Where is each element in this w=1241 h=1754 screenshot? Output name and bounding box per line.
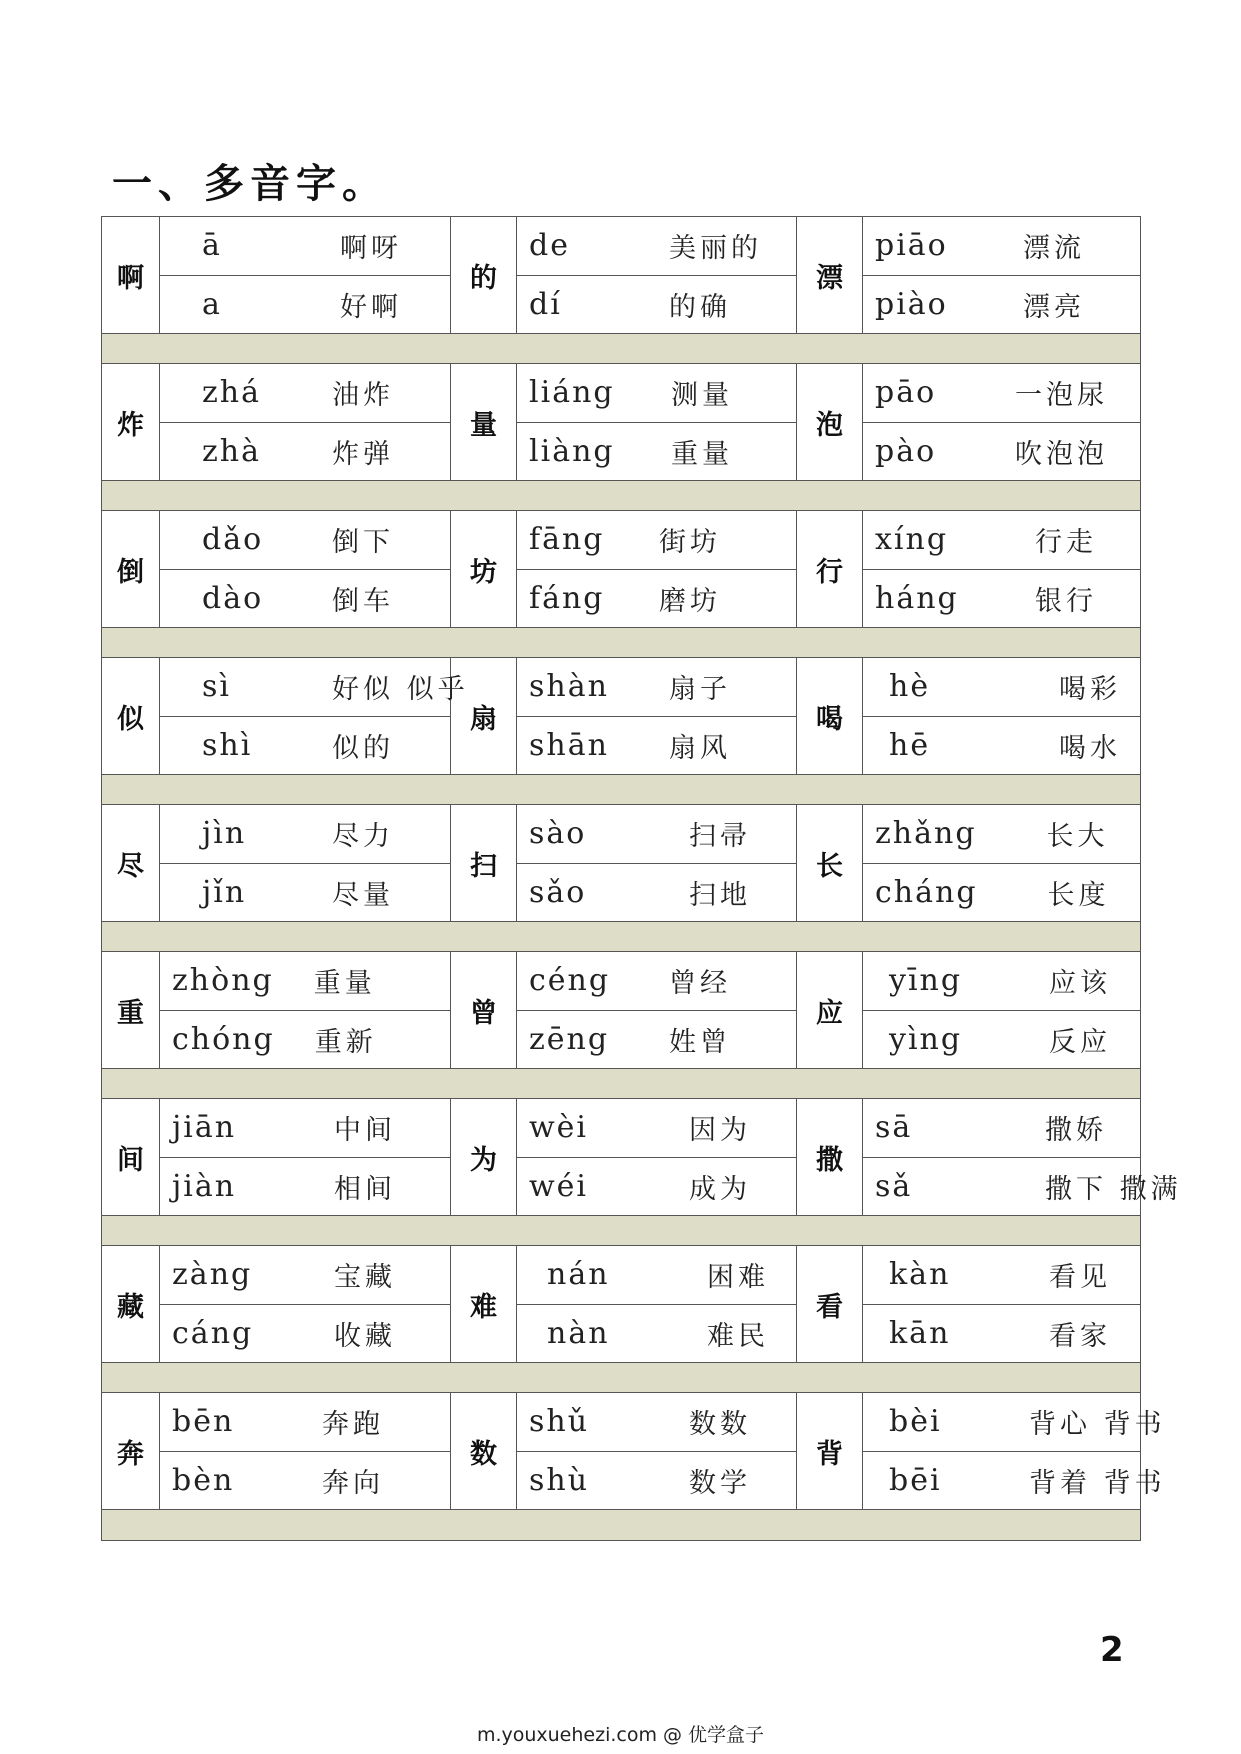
example-words: 扫帚 bbox=[689, 821, 751, 853]
example-words: 啊呀 bbox=[340, 233, 402, 265]
polyphonic-character: 奔 bbox=[102, 1393, 160, 1509]
reading-entry bbox=[863, 570, 1140, 628]
footer-watermark: m.youxuehezi.com @ 优学盒子 bbox=[476, 1724, 765, 1746]
reading-entry bbox=[863, 364, 1140, 423]
polyphonic-character: 的 bbox=[451, 217, 517, 333]
reading-entry bbox=[517, 805, 796, 864]
polyphonic-character: 行 bbox=[797, 511, 863, 627]
reading-entry bbox=[160, 1393, 450, 1452]
reading-list bbox=[863, 805, 1140, 921]
polyphonic-table bbox=[101, 216, 1182, 1541]
table-row bbox=[102, 952, 1140, 1069]
pinyin: bēn bbox=[172, 1404, 235, 1440]
example-words: 行走 bbox=[1035, 527, 1097, 559]
pinyin: zhǎng bbox=[875, 816, 977, 852]
polyphonic-character: 炸 bbox=[102, 364, 160, 480]
example-words: 漂亮 bbox=[1023, 291, 1085, 323]
row-separator bbox=[102, 922, 1140, 952]
pinyin: ā bbox=[202, 228, 222, 264]
reading-entry bbox=[517, 276, 796, 334]
polyphonic-character: 倒 bbox=[102, 511, 160, 627]
example-words: 街坊 bbox=[659, 527, 721, 559]
pinyin: zhá bbox=[202, 375, 262, 411]
reading-entry bbox=[863, 805, 1140, 864]
reading-entry bbox=[517, 1158, 796, 1216]
example-words: 喝彩 bbox=[1059, 674, 1121, 706]
reading-entry bbox=[863, 1099, 1140, 1158]
pinyin: zēng bbox=[529, 1021, 610, 1057]
example-words: 吹泡泡 bbox=[1015, 438, 1108, 470]
example-words: 成为 bbox=[689, 1173, 751, 1205]
reading-entry bbox=[863, 217, 1140, 276]
pinyin: shì bbox=[202, 727, 253, 763]
pinyin: zhà bbox=[202, 433, 262, 469]
example-words: 曾经 bbox=[669, 968, 731, 1000]
pinyin: bèn bbox=[172, 1462, 235, 1498]
example-words: 重新 bbox=[314, 1026, 377, 1058]
example-words: 难民 bbox=[707, 1320, 769, 1352]
reading-list bbox=[517, 511, 797, 627]
reading-list bbox=[517, 1099, 797, 1215]
reading-entry bbox=[863, 1452, 1166, 1510]
reading-entry bbox=[517, 658, 796, 717]
reading-entry bbox=[863, 952, 1140, 1011]
reading-list bbox=[160, 805, 451, 921]
example-words: 一泡尿 bbox=[1015, 380, 1108, 412]
row-separator bbox=[102, 1363, 1140, 1393]
reading-entry bbox=[863, 717, 1140, 775]
polyphonic-character: 泡 bbox=[797, 364, 863, 480]
reading-entry bbox=[160, 511, 450, 570]
pinyin: wéi bbox=[529, 1168, 589, 1204]
reading-list bbox=[160, 1246, 451, 1362]
table-row bbox=[102, 805, 1140, 922]
pinyin: cháng bbox=[875, 874, 978, 910]
pinyin: fáng bbox=[529, 580, 605, 616]
example-words: 背心 背书 bbox=[1029, 1409, 1166, 1441]
pinyin: a bbox=[202, 286, 222, 322]
reading-entry bbox=[160, 1246, 450, 1305]
polyphonic-character: 似 bbox=[102, 658, 160, 774]
pinyin: jǐn bbox=[202, 874, 247, 910]
pinyin: zàng bbox=[172, 1257, 253, 1293]
table-row bbox=[102, 1246, 1140, 1363]
pinyin: céng bbox=[529, 963, 611, 999]
table-row bbox=[102, 1393, 1166, 1510]
polyphonic-character: 尽 bbox=[102, 805, 160, 921]
reading-entry bbox=[517, 1246, 796, 1305]
polyphonic-character: 背 bbox=[797, 1393, 863, 1509]
reading-entry bbox=[517, 1452, 796, 1510]
pinyin: yīng bbox=[889, 963, 963, 999]
example-words: 中间 bbox=[334, 1115, 396, 1147]
example-words: 似的 bbox=[332, 732, 394, 764]
reading-entry bbox=[863, 1246, 1140, 1305]
reading-list bbox=[863, 364, 1140, 480]
example-words: 困难 bbox=[707, 1262, 769, 1294]
pinyin: piāo bbox=[875, 228, 948, 264]
pinyin: hè bbox=[889, 669, 931, 705]
reading-entry bbox=[160, 805, 450, 864]
example-words: 反应 bbox=[1049, 1026, 1111, 1058]
pinyin: cáng bbox=[172, 1315, 254, 1351]
reading-entry bbox=[517, 423, 796, 481]
pinyin: nàn bbox=[547, 1315, 610, 1351]
reading-list bbox=[517, 364, 797, 480]
reading-entry bbox=[160, 1452, 450, 1510]
pinyin: háng bbox=[875, 580, 959, 616]
reading-entry bbox=[160, 658, 469, 717]
example-words: 尽力 bbox=[332, 821, 394, 853]
polyphonic-character: 扇 bbox=[451, 658, 517, 774]
example-words: 测量 bbox=[671, 380, 733, 412]
example-words: 的确 bbox=[669, 291, 731, 323]
pinyin: liàng bbox=[529, 433, 615, 469]
example-words: 应该 bbox=[1049, 968, 1111, 1000]
example-words: 美丽的 bbox=[669, 233, 762, 265]
row-separator bbox=[102, 1510, 1140, 1540]
example-words: 宝藏 bbox=[334, 1262, 396, 1294]
reading-entry bbox=[160, 364, 450, 423]
example-words: 倒下 bbox=[332, 527, 394, 559]
example-words: 油炸 bbox=[332, 380, 394, 412]
polyphonic-character: 坊 bbox=[451, 511, 517, 627]
example-words: 好啊 bbox=[340, 291, 402, 323]
example-words: 撒娇 bbox=[1045, 1115, 1107, 1147]
reading-entry bbox=[517, 864, 796, 922]
pinyin: fāng bbox=[529, 522, 605, 558]
reading-entry bbox=[517, 364, 796, 423]
polyphonic-character: 藏 bbox=[102, 1246, 160, 1362]
pinyin: dǎo bbox=[202, 522, 264, 558]
pinyin: shǔ bbox=[529, 1404, 590, 1440]
reading-list bbox=[863, 1099, 1182, 1215]
reading-list bbox=[863, 1393, 1166, 1509]
example-words: 磨坊 bbox=[659, 585, 721, 617]
pinyin: kān bbox=[889, 1315, 951, 1351]
table-row bbox=[102, 1099, 1182, 1216]
pinyin: piào bbox=[875, 286, 948, 322]
pinyin: zhòng bbox=[172, 963, 274, 999]
pinyin: dí bbox=[529, 286, 562, 322]
pinyin: pāo bbox=[875, 375, 937, 411]
polyphonic-character: 撒 bbox=[797, 1099, 863, 1215]
row-separator bbox=[102, 481, 1140, 511]
reading-entry bbox=[517, 511, 796, 570]
polyphonic-character: 看 bbox=[797, 1246, 863, 1362]
reading-list bbox=[517, 805, 797, 921]
pinyin: bēi bbox=[889, 1462, 942, 1498]
reading-list bbox=[863, 1246, 1140, 1362]
reading-entry bbox=[863, 276, 1140, 334]
reading-entry bbox=[517, 717, 796, 775]
pinyin: shàn bbox=[529, 669, 609, 705]
polyphonic-character: 应 bbox=[797, 952, 863, 1068]
example-words: 姓曾 bbox=[669, 1026, 731, 1058]
table-row bbox=[102, 364, 1140, 481]
reading-entry bbox=[517, 1011, 796, 1069]
page-title: 一、多音字。 bbox=[112, 161, 388, 207]
reading-entry bbox=[517, 1393, 796, 1452]
reading-list bbox=[160, 658, 469, 774]
row-separator bbox=[102, 628, 1140, 658]
reading-entry bbox=[160, 717, 450, 775]
example-words: 倒车 bbox=[332, 585, 394, 617]
example-words: 扇风 bbox=[669, 732, 731, 764]
polyphonic-character: 漂 bbox=[797, 217, 863, 333]
reading-list bbox=[160, 364, 451, 480]
row-separator bbox=[102, 775, 1140, 805]
reading-entry bbox=[863, 1158, 1182, 1216]
pinyin: liáng bbox=[529, 375, 615, 411]
reading-entry bbox=[863, 1305, 1140, 1363]
pinyin: pào bbox=[875, 433, 937, 469]
polyphonic-character: 数 bbox=[451, 1393, 517, 1509]
example-words: 奔向 bbox=[322, 1467, 384, 1499]
polyphonic-character: 间 bbox=[102, 1099, 160, 1215]
reading-entry bbox=[160, 276, 450, 334]
example-words: 长大 bbox=[1046, 821, 1109, 853]
example-words: 数学 bbox=[689, 1467, 751, 1499]
reading-entry bbox=[517, 217, 796, 276]
page-number: 2 bbox=[1100, 1630, 1124, 1670]
reading-entry bbox=[160, 423, 450, 481]
reading-entry bbox=[863, 658, 1140, 717]
pinyin: de bbox=[529, 228, 570, 264]
pinyin: xíng bbox=[875, 522, 949, 558]
example-words: 好似 似乎 bbox=[332, 674, 469, 706]
reading-entry bbox=[517, 1305, 796, 1363]
reading-list bbox=[517, 658, 797, 774]
reading-list bbox=[160, 217, 451, 333]
example-words: 扫地 bbox=[689, 879, 751, 911]
polyphonic-character: 长 bbox=[797, 805, 863, 921]
pinyin: sā bbox=[875, 1110, 913, 1146]
example-words: 数数 bbox=[689, 1409, 751, 1441]
reading-list bbox=[517, 1246, 797, 1362]
table-row bbox=[102, 511, 1140, 628]
polyphonic-character: 喝 bbox=[797, 658, 863, 774]
reading-entry bbox=[863, 423, 1140, 481]
polyphonic-character: 啊 bbox=[102, 217, 160, 333]
pinyin: bèi bbox=[889, 1404, 942, 1440]
example-words: 奔跑 bbox=[322, 1409, 384, 1441]
reading-list bbox=[517, 952, 797, 1068]
example-words: 看家 bbox=[1049, 1320, 1111, 1352]
example-words: 重量 bbox=[313, 968, 376, 1000]
pinyin: sǎ bbox=[875, 1168, 913, 1204]
example-words: 炸弹 bbox=[332, 438, 394, 470]
example-words: 撒下 撒满 bbox=[1045, 1173, 1182, 1205]
pinyin: kàn bbox=[889, 1257, 951, 1293]
reading-entry bbox=[863, 511, 1140, 570]
polyphonic-character: 难 bbox=[451, 1246, 517, 1362]
polyphonic-character: 曾 bbox=[451, 952, 517, 1068]
pinyin: shān bbox=[529, 727, 609, 763]
pinyin: yìng bbox=[889, 1021, 963, 1057]
polyphonic-character: 重 bbox=[102, 952, 160, 1068]
reading-entry bbox=[160, 1305, 450, 1363]
pinyin: sì bbox=[202, 669, 231, 705]
pinyin: wèi bbox=[529, 1110, 589, 1146]
reading-entry bbox=[160, 570, 450, 628]
reading-entry bbox=[517, 952, 796, 1011]
example-words: 重量 bbox=[671, 438, 733, 470]
row-separator bbox=[102, 1069, 1140, 1099]
example-words: 收藏 bbox=[334, 1320, 396, 1352]
row-separator bbox=[102, 1216, 1140, 1246]
table-row bbox=[102, 217, 1140, 334]
table-row bbox=[102, 658, 1140, 775]
pinyin: chóng bbox=[172, 1021, 275, 1057]
example-words: 漂流 bbox=[1023, 233, 1085, 265]
reading-entry bbox=[517, 570, 796, 628]
reading-list bbox=[863, 658, 1140, 774]
reading-entry bbox=[160, 1158, 450, 1216]
example-words: 扇子 bbox=[669, 674, 731, 706]
example-words: 尽量 bbox=[332, 879, 394, 911]
example-words: 背着 背书 bbox=[1029, 1467, 1166, 1499]
reading-entry bbox=[863, 1011, 1140, 1069]
reading-entry bbox=[160, 1099, 450, 1158]
polyphonic-character: 扫 bbox=[451, 805, 517, 921]
reading-entry bbox=[160, 217, 450, 276]
reading-entry bbox=[160, 864, 450, 922]
row-separator bbox=[102, 334, 1140, 364]
example-words: 长度 bbox=[1047, 879, 1110, 911]
reading-entry bbox=[863, 1393, 1166, 1452]
polyphonic-character: 量 bbox=[451, 364, 517, 480]
reading-entry bbox=[160, 1011, 450, 1069]
reading-entry bbox=[517, 1099, 796, 1158]
example-words: 银行 bbox=[1035, 585, 1097, 617]
example-words: 喝水 bbox=[1059, 732, 1121, 764]
reading-list bbox=[517, 1393, 797, 1509]
pinyin: dào bbox=[202, 580, 264, 616]
pinyin: nán bbox=[547, 1257, 610, 1293]
pinyin: jiàn bbox=[172, 1168, 237, 1204]
example-words: 因为 bbox=[689, 1115, 751, 1147]
reading-list bbox=[863, 511, 1140, 627]
reading-list bbox=[160, 1099, 451, 1215]
reading-list bbox=[517, 217, 797, 333]
reading-list bbox=[160, 952, 451, 1068]
reading-list bbox=[863, 217, 1140, 333]
example-words: 看见 bbox=[1049, 1262, 1111, 1294]
pinyin: sào bbox=[529, 816, 587, 852]
pinyin: jìn bbox=[202, 816, 247, 852]
example-words: 相间 bbox=[334, 1173, 396, 1205]
reading-entry bbox=[160, 952, 450, 1011]
reading-list bbox=[160, 511, 451, 627]
pinyin: sǎo bbox=[529, 874, 587, 910]
reading-list bbox=[863, 952, 1140, 1068]
pinyin: shù bbox=[529, 1462, 590, 1498]
reading-list bbox=[160, 1393, 451, 1509]
polyphonic-character: 为 bbox=[451, 1099, 517, 1215]
pinyin: jiān bbox=[172, 1110, 237, 1146]
reading-entry bbox=[863, 864, 1140, 922]
pinyin: hē bbox=[889, 727, 931, 763]
